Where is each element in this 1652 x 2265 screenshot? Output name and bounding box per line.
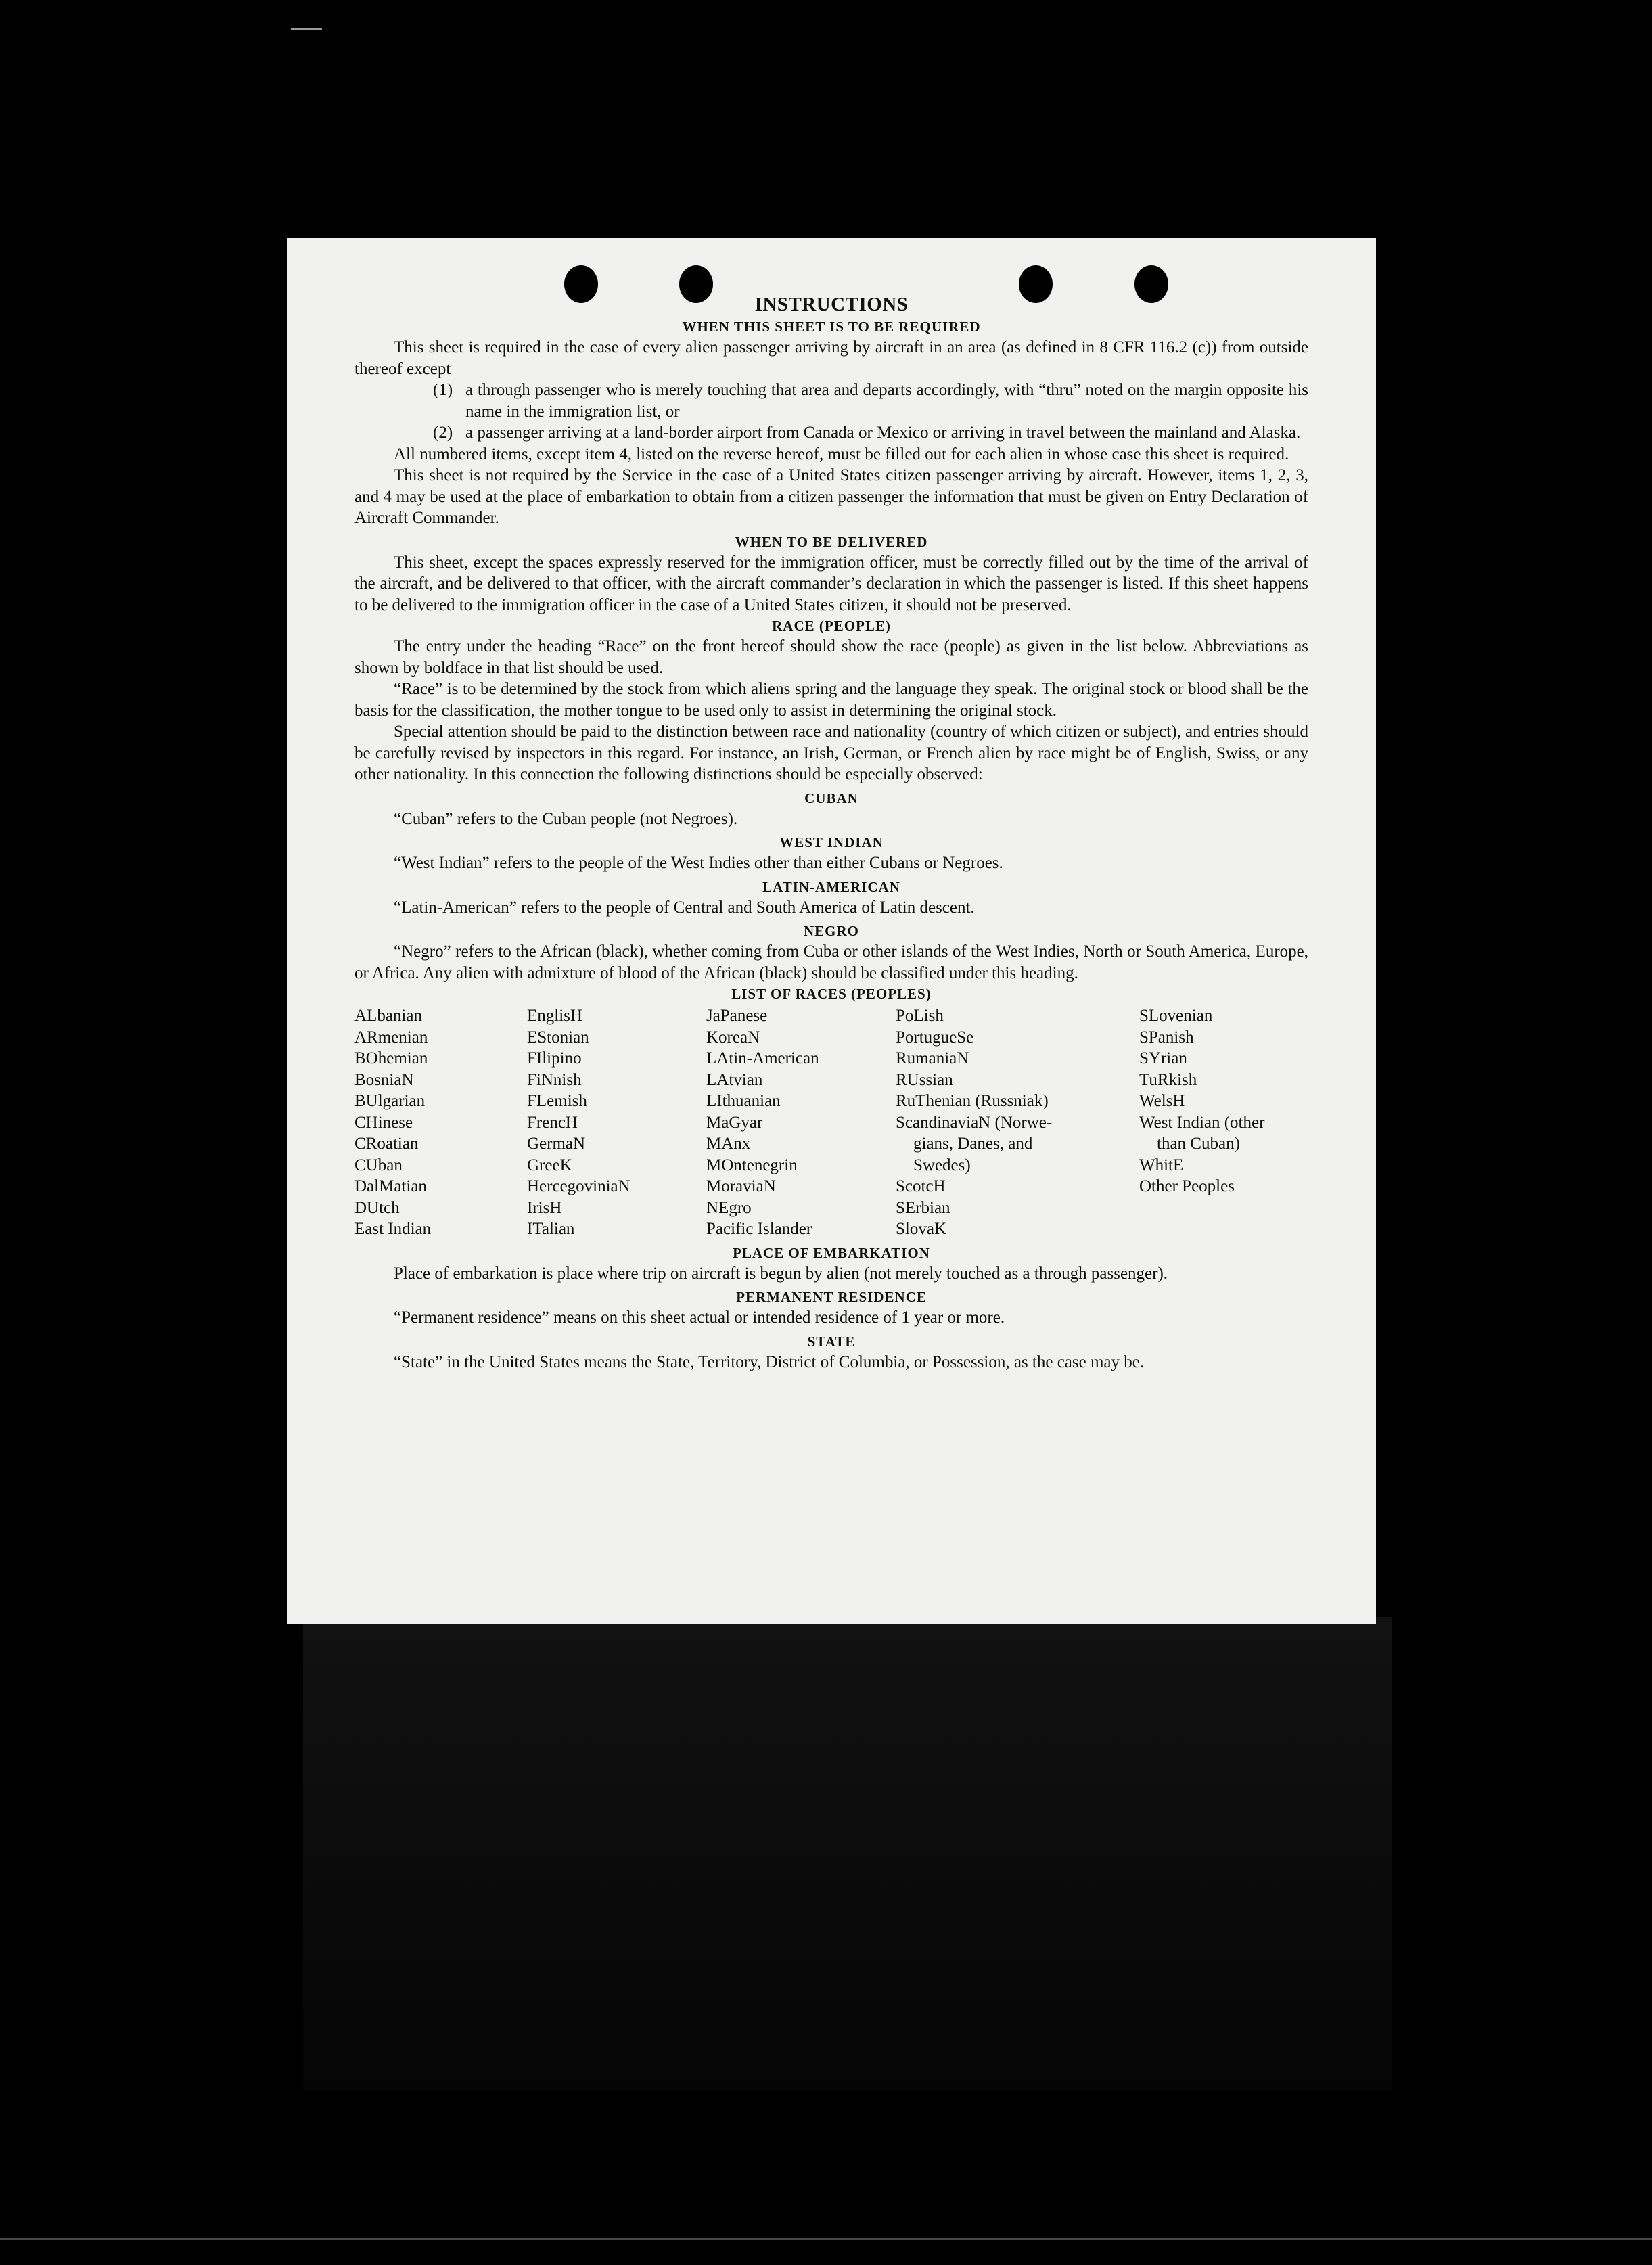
race-entry: WhitE — [1139, 1156, 1184, 1174]
race-entry: DUtch — [354, 1198, 400, 1217]
race-entry-continuation: gians, Danes, and — [913, 1135, 1033, 1153]
race-entry-continuation: Swedes) — [913, 1156, 971, 1174]
race-entry: RumaniaN — [896, 1049, 969, 1068]
races-column — [354, 1005, 527, 1240]
race-entry: HercegoviniaN — [527, 1177, 630, 1195]
punch-hole — [1134, 265, 1168, 303]
race-entry: West Indian (other — [1139, 1113, 1265, 1132]
races-column — [1139, 1005, 1308, 1240]
race-entry: FLemish — [527, 1092, 587, 1110]
race-entry: Pacific Islander — [706, 1220, 812, 1238]
race-entry: ScandinaviaN (Norwe- — [896, 1113, 1053, 1132]
race-entry: CUban — [354, 1156, 403, 1174]
punch-hole — [679, 265, 713, 303]
races-list — [354, 1005, 1308, 1240]
race-entry: Other Peoples — [1139, 1177, 1235, 1195]
race-entry: EStonian — [527, 1028, 589, 1047]
race-entry: PortugueSe — [896, 1028, 974, 1047]
race-entry: ARmenian — [354, 1028, 428, 1047]
race-entry: BosniaN — [354, 1070, 414, 1089]
race-entry: MoraviaN — [706, 1177, 776, 1195]
race-entry: LAtvian — [706, 1070, 763, 1089]
race-entry: ALbanian — [354, 1007, 422, 1025]
race-entry: East Indian — [354, 1220, 432, 1238]
heading-race: RACE (PEOPLE) — [772, 618, 891, 634]
paragraph: The entry under the heading “Race” on the front hereof should show the race (people) as given in the list below. Abbreviations as shown by boldface in that list should be used. — [354, 637, 1308, 677]
punch-hole — [1019, 265, 1053, 303]
paragraph: This sheet is required in the case of every alien passenger arriving by aircraft in an area (as defined in 8 CFR 116.2 (c)) from outside thereof except — [354, 338, 1308, 378]
race-entry: KoreaN — [706, 1028, 760, 1047]
paragraph: This sheet is not required by the Service in the case of a United States citizen passenger arriving by aircraft. However, items 1, 2, 3, and 4 may be used at the place of embarkation to obtain from a citizen passenger the information that must be given on Entry Declaration of Aircraft Commander. — [354, 466, 1308, 527]
race-entry: CRoatian — [354, 1135, 419, 1153]
item-number: (1) — [433, 381, 453, 399]
heading-negro: NEGRO — [803, 923, 859, 939]
heading-permanent-residence: PERMANENT RESIDENCE — [736, 1289, 927, 1305]
paragraph: Special attention should be paid to the distinction between race and nationality (country of which citizen or subject), and entries should be carefully revised by inspectors in this regard. For instance, an Irish, German, or French alien by race might be of English, Swiss, or any other nationality. In this connection the following distinctions should be especially observed: — [354, 723, 1308, 783]
heading-place-of-embarkation: PLACE OF EMBARKATION — [733, 1244, 930, 1261]
race-entry: MAnx — [706, 1135, 751, 1153]
race-entry: LAtin-American — [706, 1049, 819, 1068]
races-column — [896, 1005, 1139, 1240]
paragraph: “Race” is to be determined by the stock from which aliens spring and the language they speak. The original stock or blood shall be the basis for the classification, the mother tongue to be used only to assist in determining the original stock. — [354, 680, 1308, 720]
item-text: a through passenger who is merely touching that area and departs accordingly, with “thru” noted on the margin opposite his name in the immigration list, or — [465, 381, 1308, 421]
race-entry: DalMatian — [354, 1177, 427, 1195]
item-text: a passenger arriving at a land-border airport from Canada or Mexico or arriving in travel between the mainland and Alaska. — [465, 424, 1301, 442]
background-shadow — [303, 1617, 1392, 2090]
paragraph: “Negro” refers to the African (black), whether coming from Cuba or other islands of the West Indies, North or South America, Europe, or Africa. Any alien with admixture of blood of the African (black) should be classified under this heading. — [354, 942, 1308, 982]
heading-when-delivered: WHEN TO BE DELIVERED — [735, 533, 928, 550]
race-entry: BOhemian — [354, 1049, 428, 1068]
race-entry: FiNnish — [527, 1070, 582, 1089]
race-entry: NEgro — [706, 1198, 752, 1217]
race-entry: BUlgarian — [354, 1092, 426, 1110]
paragraph: “Cuban” refers to the Cuban people (not Negroes). — [394, 809, 738, 828]
races-column — [706, 1005, 896, 1240]
paragraph: “Latin-American” refers to the people of Central and South America of Latin descent. — [394, 898, 975, 917]
race-entry-continuation: than Cuban) — [1157, 1135, 1240, 1153]
paragraph: All numbered items, except item 4, listed on the reverse hereof, must be filled out for each alien in whose case this sheet is required. — [394, 444, 1289, 463]
race-entry: ITalian — [527, 1220, 575, 1238]
race-entry: SPanish — [1139, 1028, 1194, 1047]
races-column — [527, 1005, 706, 1240]
race-entry: SErbian — [896, 1198, 950, 1217]
race-entry: ScotcH — [896, 1177, 946, 1195]
race-entry: EnglisH — [527, 1007, 582, 1025]
race-entry: SYrian — [1139, 1049, 1187, 1068]
paragraph: This sheet, except the spaces expressly reserved for the immigration officer, must be correctly filled out by the time of the arrival of the aircraft, and be delivered to that officer, with the aircraft commander’s declaration in which the passenger is listed. If this sheet happens to be delivered to the immigration officer in the case of a United States citizen, it should not be preserved. — [354, 553, 1308, 614]
heading-state: STATE — [807, 1333, 856, 1350]
list-item — [433, 422, 1308, 444]
race-entry: SlovaK — [896, 1220, 946, 1238]
race-entry: IrisH — [527, 1198, 562, 1217]
scan-mark — [291, 28, 322, 30]
film-edge-line — [0, 2238, 1652, 2240]
paragraph: “West Indian” refers to the people of the West Indies other than either Cubans or Negroes. — [394, 854, 1003, 872]
paragraph: Place of embarkation is place where trip on aircraft is begun by alien (not merely touched as a through passenger). — [394, 1264, 1168, 1283]
race-entry: TuRkish — [1139, 1070, 1197, 1089]
race-entry: GermaN — [527, 1135, 586, 1153]
paragraph: “State” in the United States means the State, Territory, District of Columbia, or Possession, as the case may be. — [394, 1352, 1145, 1371]
race-entry: JaPanese — [706, 1007, 768, 1025]
race-entry: FrencH — [527, 1113, 578, 1132]
list-item — [433, 380, 1308, 422]
race-entry: MaGyar — [706, 1113, 763, 1132]
heading-latin-american: LATIN-AMERICAN — [762, 878, 900, 895]
race-entry: SLovenian — [1139, 1007, 1213, 1025]
race-entry: CHinese — [354, 1113, 413, 1132]
page-title: INSTRUCTIONS — [754, 294, 909, 315]
race-entry: GreeK — [527, 1156, 572, 1174]
race-entry: RUssian — [896, 1070, 953, 1089]
punch-hole — [564, 265, 598, 303]
race-entry: FIlipino — [527, 1049, 582, 1068]
race-entry: WelsH — [1139, 1092, 1185, 1110]
heading-west-indian: WEST INDIAN — [779, 834, 884, 850]
item-number: (2) — [433, 424, 453, 442]
race-entry: MOntenegrin — [706, 1156, 798, 1174]
race-entry: PoLish — [896, 1007, 944, 1025]
paragraph: “Permanent residence” means on this sheet actual or intended residence of 1 year or more. — [394, 1308, 1005, 1327]
race-entry: RuThenian (Russniak) — [896, 1092, 1049, 1110]
heading-list-of-races: LIST OF RACES (PEOPLES) — [731, 986, 932, 1002]
heading-when-required: WHEN THIS SHEET IS TO BE REQUIRED — [682, 319, 981, 335]
race-entry: LIthuanian — [706, 1092, 781, 1110]
instruction-sheet — [287, 238, 1376, 1624]
heading-cuban: CUBAN — [804, 790, 858, 806]
